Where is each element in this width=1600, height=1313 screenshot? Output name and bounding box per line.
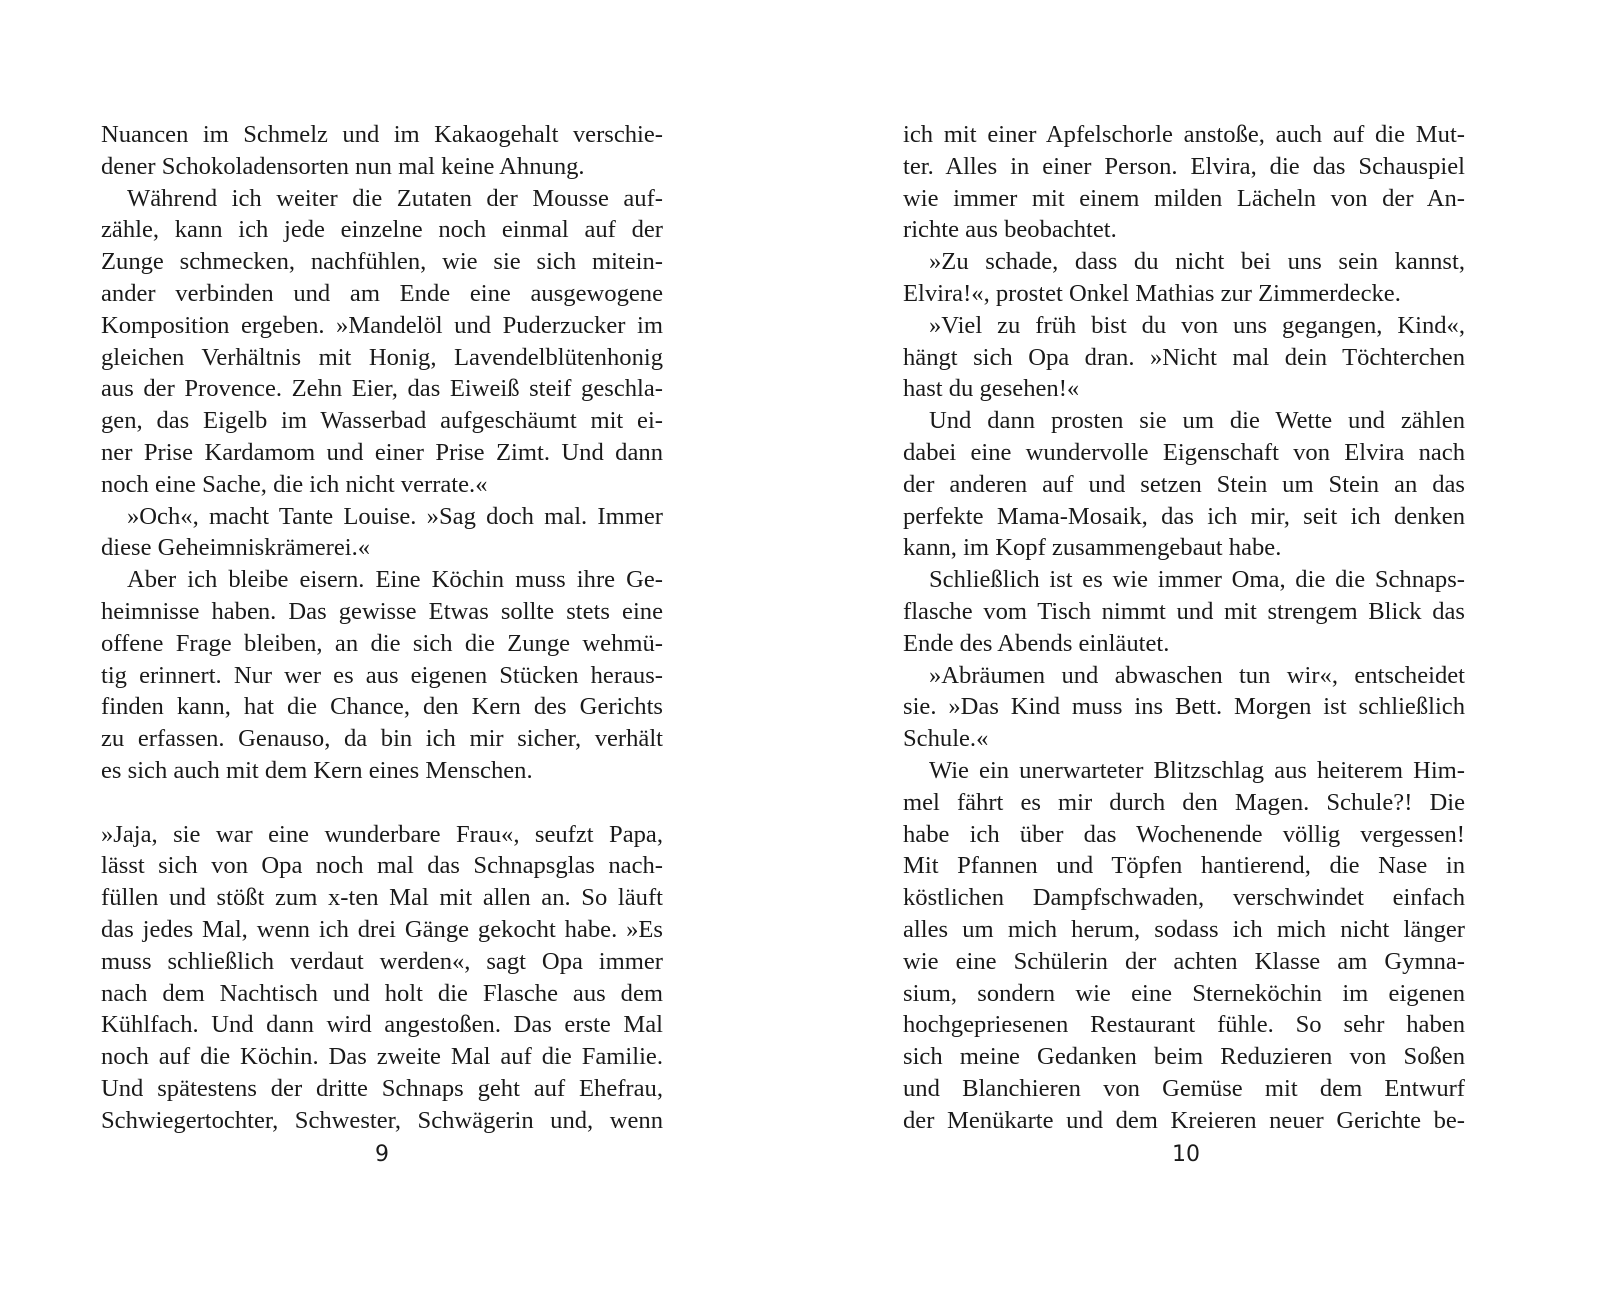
- left-page-text: [101, 119, 663, 1137]
- text-line: und Blanchieren von Gemüse mit dem Entwurf: [903, 1074, 1465, 1102]
- text-line: aus der Provence. Zehn Eier, das Eiweiß steif geschla-: [101, 375, 663, 403]
- text-line: dabei eine wundervolle Eigenschaft von Elvira nach: [903, 438, 1465, 466]
- text-line: flasche vom Tisch nimmt und mit strengem Blick das: [903, 597, 1465, 625]
- text-line: hochgepriesenen Restaurant fühle. So sehr haben: [903, 1011, 1465, 1039]
- text-line: Ende des Abends einläutet.: [903, 629, 1170, 657]
- text-line: sie. »Das Kind muss ins Bett. Morgen ist schließlich: [903, 693, 1465, 721]
- text-line: Nuancen im Schmelz und im Kakaogehalt verschie-: [101, 121, 663, 148]
- page-number-right: 10: [1172, 1142, 1200, 1167]
- text-line: zu erfassen. Genauso, da bin ich mir sicher, verhält: [101, 725, 663, 753]
- page-number-left: 9: [375, 1142, 389, 1167]
- text-line: köstlichen Dampfschwaden, verschwindet einfach: [903, 884, 1465, 912]
- text-line: Während ich weiter die Zutaten der Mousse auf-: [127, 184, 663, 212]
- right-page-text: [903, 119, 1465, 1137]
- text-line: es sich auch mit dem Kern eines Menschen.: [101, 756, 533, 784]
- text-line: Schließlich ist es wie immer Oma, die die Schnaps-: [929, 566, 1465, 594]
- text-line: nach dem Nachtisch und holt die Flasche aus dem: [101, 979, 663, 1007]
- text-line: richte aus beobachtet.: [903, 216, 1117, 244]
- text-line: Aber ich bleibe eisern. Eine Köchin muss ihre Ge-: [127, 566, 663, 594]
- text-line: mel fährt es mir durch den Magen. Schule?! Die: [903, 788, 1465, 816]
- text-line: das jedes Mal, wenn ich drei Gänge gekocht habe. »Es: [101, 915, 663, 943]
- text-line: alles um mich herum, sodass ich mich nicht länger: [903, 915, 1465, 943]
- text-line: gleichen Verhältnis mit Honig, Lavendelblütenhonig: [101, 343, 663, 371]
- text-line: ner Prise Kardamom und einer Prise Zimt. Und dann: [101, 438, 663, 466]
- text-line: lässt sich von Opa noch mal das Schnapsglas nach-: [101, 852, 663, 880]
- text-line: Und dann prosten sie um die Wette und zählen: [929, 407, 1465, 435]
- text-line: tig erinnert. Nur wer es aus eigenen Stücken heraus-: [101, 661, 663, 689]
- text-line: »Och«, macht Tante Louise. »Sag doch mal. Immer: [127, 502, 663, 530]
- text-line: Zunge schmecken, nachfühlen, wie sie sich mitein-: [101, 248, 663, 276]
- text-line: offene Frage bleiben, an die sich die Zunge wehmü-: [101, 629, 663, 657]
- text-line: der anderen auf und setzen Stein um Stein an das: [903, 470, 1465, 498]
- text-line: wie immer mit einem milden Lächeln von der An-: [903, 184, 1465, 212]
- text-line: Mit Pfannen und Töpfen hantierend, die Nase in: [903, 852, 1465, 880]
- text-line: noch auf die Köchin. Das zweite Mal auf die Familie.: [101, 1043, 663, 1071]
- text-line: finden kann, hat die Chance, den Kern des Gerichts: [101, 693, 663, 721]
- text-line: hast du gesehen!«: [903, 375, 1080, 403]
- text-line: noch eine Sache, die ich nicht verrate.«: [101, 470, 488, 498]
- text-line: hängt sich Opa dran. »Nicht mal dein Töchterchen: [903, 343, 1465, 371]
- text-line: ich mit einer Apfelschorle anstoße, auch auf die Mut-: [903, 121, 1465, 148]
- text-line: Elvira!«, prostet Onkel Mathias zur Zimmerdecke.: [903, 279, 1401, 307]
- text-line: sium, sondern wie eine Sterneköchin im eigenen: [903, 979, 1465, 1007]
- text-line: »Abräumen und abwaschen tun wir«, entscheidet: [929, 661, 1465, 689]
- text-line: Schule.«: [903, 725, 989, 753]
- text-line: ander verbinden und am Ende eine ausgewogene: [101, 279, 663, 307]
- text-line: ter. Alles in einer Person. Elvira, die das Schauspiel: [903, 152, 1465, 180]
- text-line: Komposition ergeben. »Mandelöl und Puderzucker im: [101, 311, 663, 339]
- text-line: kann, im Kopf zusammengebaut habe.: [903, 534, 1282, 562]
- text-line: dener Schokoladensorten nun mal keine Ahnung.: [101, 152, 585, 180]
- text-line: Und spätestens der dritte Schnaps geht auf Ehefrau,: [101, 1074, 663, 1102]
- text-line: gen, das Eigelb im Wasserbad aufgeschäumt mit ei-: [101, 407, 663, 435]
- section-break: [101, 787, 663, 819]
- text-line: Wie ein unerwarteter Blitzschlag aus heiterem Him-: [929, 756, 1465, 784]
- text-line: muss schließlich verdaut werden«, sagt Opa immer: [101, 947, 663, 975]
- text-line: Schwiegertochter, Schwester, Schwägerin und, wenn: [101, 1106, 663, 1134]
- text-line: perfekte Mama-Mosaik, das ich mir, seit ich denken: [903, 502, 1465, 530]
- text-line: zähle, kann ich jede einzelne noch einmal auf der: [101, 216, 663, 244]
- text-line: Kühlfach. Und dann wird angestoßen. Das erste Mal: [101, 1011, 663, 1039]
- text-line: heimnisse haben. Das gewisse Etwas sollte stets eine: [101, 597, 663, 625]
- text-line: »Viel zu früh bist du von uns gegangen, Kind«,: [929, 311, 1465, 339]
- text-line: sich meine Gedanken beim Reduzieren von Soßen: [903, 1043, 1465, 1071]
- text-line: habe ich über das Wochenende völlig vergessen!: [903, 820, 1465, 848]
- text-line: der Menükarte und dem Kreieren neuer Gerichte be-: [903, 1106, 1465, 1134]
- text-line: wie eine Schülerin der achten Klasse am Gymna-: [903, 947, 1465, 975]
- text-line: diese Geheimniskrämerei.«: [101, 534, 371, 562]
- text-line: »Zu schade, dass du nicht bei uns sein kannst,: [929, 248, 1465, 276]
- text-line: füllen und stößt zum x-ten Mal mit allen an. So läuft: [101, 884, 663, 912]
- text-line: »Jaja, sie war eine wunderbare Frau«, seufzt Papa,: [101, 820, 663, 848]
